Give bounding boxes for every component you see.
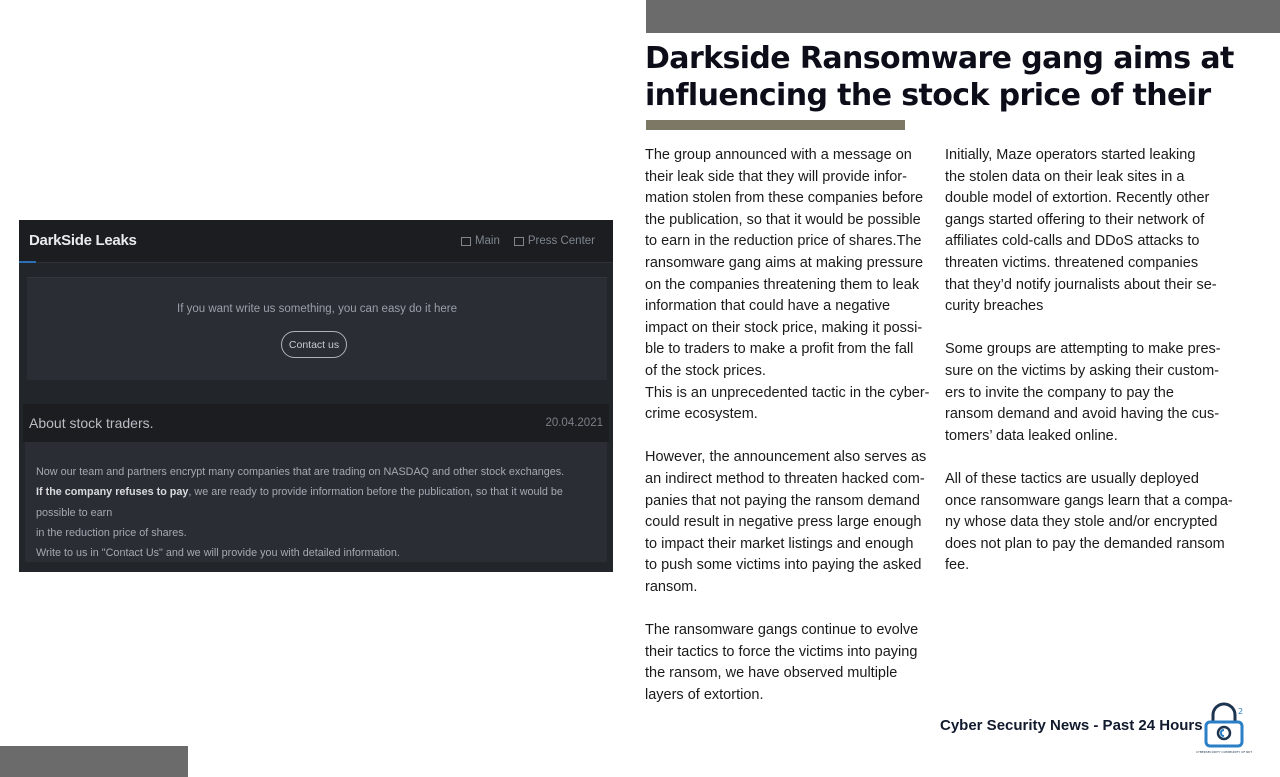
headline-line-2: influencing the stock price of their [645,78,1211,113]
nav-item-main [461,235,500,247]
nav-label-main: Main [474,235,500,247]
post-line-2 [36,482,602,523]
footer-title: Cyber Security News - Past 24 Hours [940,717,1203,734]
post-line-2-rest: , we are ready to provide information before the publication, so that it would be possible to earn [36,486,563,519]
bottom-gray-bar [0,746,188,777]
headline-line-1: Darkside Ransomware gang aims at [645,41,1234,76]
post-line-4: Write to us in "Contact Us" and we will provide you with detailed information. [36,547,400,560]
leak-site-nav [461,235,595,247]
left-paragraph-1: The group announced with a message on their leak side that they will provide infor- mation stolen from these companies before the publication, so that it would be possible to earn in the reduction price of shares.The ransomware gang aims at making pressure on the companies threatening them to leak information that could have a negative impact on their stock price, making it possi- ble to traders to make a profit from the fall of the stock prices. This is an unprecedented tactic in the cyber- crime ecosystem. [645,147,930,423]
article-column-right [945,145,1235,577]
leak-site-brand: DarkSide Leaks [29,232,137,249]
contact-prompt: If you want write us something, you can easy do it here [177,303,457,315]
post-line-1: Now our team and partners encrypt many companies that are trading on NASDAQ and other stock exchanges. [36,466,565,478]
post-header [23,404,609,442]
left-paragraph-2: However, the announcement also serves as an indirect method to threaten hacked com- panies that not paying the ransom demand could result in negative press large enough to impact their market listings and enough to push some victims into paying the asked ransom. [645,449,927,595]
monitor-icon [514,237,524,246]
post-title: About stock traders. [29,415,154,431]
svg-text:2: 2 [1238,707,1244,716]
post-line-2-bold: If the company refuses to pay [36,486,189,499]
right-paragraph-2: Some groups are attempting to make pres- sure on the victims by asking their custom- ers to invite the company to pay the ransom demand and avoid having the cus- tomers’ data leaked online. [945,341,1221,444]
nav-label-press-center: Press Center [527,235,595,247]
top-gray-bar [646,0,1280,33]
headline-accent-rule [646,120,905,130]
contact-us-button: Contact us [281,331,347,358]
right-paragraph-1: Initially, Maze operators started leaking the stolen data on their leak sites in a double model of extortion. Recently other gangs started offering to their network of affiliates cold-calls and DDoS attacks to threaten victims. threatened companies that they’d notify journalists about their se- curity breaches [945,147,1217,315]
article-column-left [645,145,941,706]
darkside-leaks-screenshot [19,220,613,572]
post-body [25,442,607,562]
padlock-logo-icon [1195,700,1253,758]
post-date: 20.04.2021 [545,417,603,429]
main-icon [461,237,471,246]
post-line-3: in the reduction price of shares. [36,526,187,539]
contact-panel [27,277,607,380]
article-headline [645,40,1265,114]
logo-caption: CYBERSECURITY COMMUNITY OF NIIT [1195,750,1253,754]
left-paragraph-3: The ransomware gangs continue to evolve their tactics to force the victims into paying the ransom, we have observed multiple layers of extortion. [645,622,919,703]
right-paragraph-3: All of these tactics are usually deployed once ransomware gangs learn that a compa- ny whose data they stole and/or encrypted does not plan to pay the demanded ransom fee. [945,470,1233,574]
leak-site-header [19,220,613,263]
brand-underline [19,261,36,263]
nav-item-press-center [514,235,595,247]
